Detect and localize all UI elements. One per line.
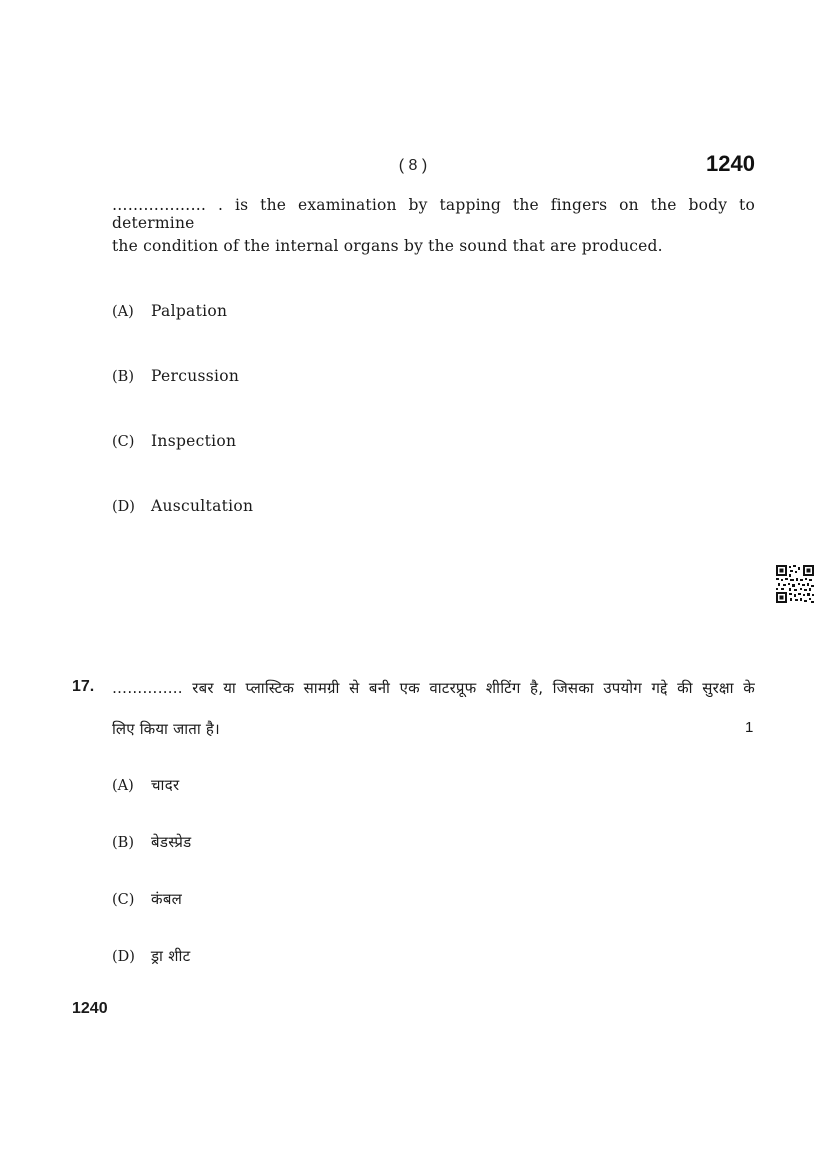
option-text: Palpation (151, 302, 228, 320)
option-text: कंबल (151, 890, 183, 908)
paper-code-header: 1240 (706, 151, 755, 176)
question-16-option-d (112, 497, 253, 515)
question-16-option-a (112, 302, 227, 320)
question-16-option-b (112, 367, 239, 385)
option-text: Inspection (151, 432, 237, 450)
question-17-number: 17. (72, 678, 95, 695)
qr-code-icon (776, 565, 814, 603)
question-17-option-a (112, 775, 179, 795)
option-text: Percussion (151, 367, 240, 385)
option-label: (A) (112, 304, 134, 320)
question-16-line-1: ……………… . is the examination by tapping the fingers on the body to determine (112, 196, 755, 232)
question-17-marks: 1 (745, 719, 754, 736)
option-label: (C) (112, 434, 135, 450)
question-16-line-2: the condition of the internal organs by the sound that are produced. (112, 237, 663, 255)
question-17-option-d (112, 946, 191, 966)
option-text: बेडस्प्रेड (151, 833, 192, 851)
question-16-option-c (112, 432, 236, 450)
option-label: (A) (112, 778, 134, 794)
paper-code-footer: 1240 (72, 1000, 108, 1017)
question-17-line-1: ………….. रबर या प्लास्टिक सामग्री से बनी एक वाटरप्रूफ शीटिंग है, जिसका उपयोग गद्दे की सुरक्षा के (112, 679, 755, 697)
question-17-option-c (112, 889, 182, 909)
option-label: (B) (112, 369, 134, 385)
page-number: ( 8 ) (398, 157, 428, 174)
option-text: Auscultation (151, 497, 254, 515)
option-text: ड्रा शीट (151, 947, 191, 965)
question-17-line-2: लिए किया जाता है। (112, 720, 220, 738)
option-label: (B) (112, 835, 134, 851)
option-label: (D) (112, 499, 135, 515)
option-text: चादर (151, 776, 180, 794)
option-label: (C) (112, 892, 135, 908)
option-label: (D) (112, 949, 135, 965)
question-17-option-b (112, 832, 192, 852)
